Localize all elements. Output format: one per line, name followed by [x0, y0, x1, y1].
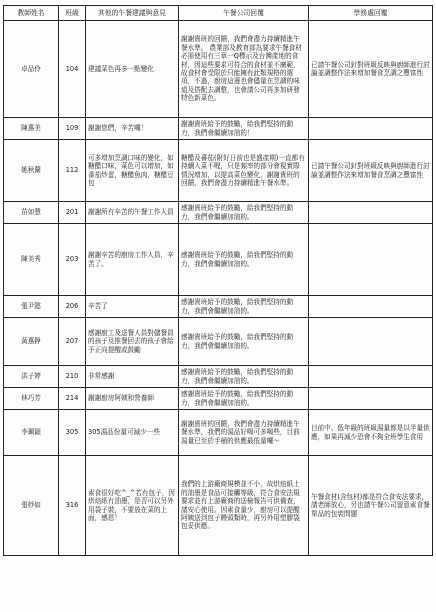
suggestion-text: 謝謝所有辛苦的午餐工作人員 [86, 202, 179, 224]
teacher-name: 洪子婷 [4, 366, 59, 388]
teacher-name: 林巧芳 [4, 388, 59, 410]
header-class: 班級 [59, 6, 86, 21]
teacher-name: 陳美秀 [4, 224, 59, 296]
vendor-reply-text: 謝謝貴班的回饋，我們會盡力持續精進午餐水準。 農業部及教育部為要求午餐食材必需使用有三章一Q標示及台灣產地的食材，因這些要求可符合的食材並不廣範，故食材會受限於只能擁有此類規格的選項，不過，廚房這邊也會儘量在烹調的味道及搭配去調整，也會請公司再多加研發特色新菜色。 [179, 21, 309, 118]
feedback-table [3, 5, 433, 556]
teacher-name: 張尹懿 [4, 296, 59, 318]
suggestion-text: 305湯品份量可減少一些 [86, 410, 179, 456]
vendor-reply-text: 感謝貴班給予的鼓勵，給我們堅持的動力，我們會繼續加油的。 [179, 366, 309, 388]
office-reply-text [309, 202, 433, 224]
teacher-name: 李珮穎 [4, 410, 59, 456]
teacher-name: 卓品伶 [4, 21, 59, 118]
class-number: 112 [59, 140, 86, 202]
vendor-reply-text: 謝謝貴班的回饋，我們會盡力持續精進午餐水準，我們的湯品好喝可多喝些，目前湯量已至於手桶的供應最低量囉～ [179, 410, 309, 456]
class-number: 104 [59, 21, 86, 118]
table-row [4, 21, 433, 118]
teacher-name: 黃惠錚 [4, 318, 59, 366]
table-row [4, 118, 433, 140]
teacher-name: 陳惠美 [4, 118, 59, 140]
teacher-name: 苗如慧 [4, 202, 59, 224]
suggestion-text: 辛苦了 [86, 296, 179, 318]
vendor-reply-text: 謝謝貴班給予的鼓勵，給我們堅持的動力，我們會繼續加油的！ [179, 118, 309, 140]
office-reply-text: 午餐食材(含包材)都是符合食安法要求，請老師放心，另也請午餐公司留意素食餐單品的包裝問題 [309, 456, 433, 556]
class-number: 316 [59, 456, 86, 556]
suggestion-text: 感謝廚工及送餐人員對儲餐員的孩子及推餐回去的孩子會給予正向提醒或鼓勵 [86, 318, 179, 366]
vendor-reply-text: 感謝貴班給予的鼓勵，給我們堅持的動力，我們會繼續加油的。 [179, 388, 309, 410]
class-number: 201 [59, 202, 86, 224]
table-row [4, 366, 433, 388]
vendor-reply-text: 感謝貴班給予的鼓勵，給我們堅持的動力，我們會繼續加油的。 [179, 318, 309, 366]
vendor-reply-text: 感謝貴班給予的鼓勵，給我們堅持的動力，我們會繼續加油的。 [179, 224, 309, 296]
office-reply-text [309, 224, 433, 296]
table-row [4, 318, 433, 366]
class-number: 203 [59, 224, 86, 296]
suggestion-text: 建議菜色再多一點變化 [86, 21, 179, 118]
office-reply-text: 已請午餐公司針對班級反映與廚師進行討論並調整作法來增加餐食烹調之豐富性 [309, 140, 433, 202]
suggestion-text: 素食很好吃^_^若有包子，因烘焙紙有油墨，是否可以另外用袋子裝，不要放在菜的上面，感恩！ [86, 456, 179, 556]
suggestion-text: 謝謝您們，辛苦囉！ [86, 118, 179, 140]
table-row [4, 224, 433, 296]
header-suggestion: 其他的午餐建議與意見 [86, 6, 179, 21]
table-row [4, 456, 433, 556]
office-reply-text [309, 296, 433, 318]
suggestion-text: 可多增加烹調口味的變化，如糖醋口味，菜色可以增加，如番茄炒蛋，糖醋魚肉，糖醋豆包 [86, 140, 179, 202]
class-number: 109 [59, 118, 86, 140]
table-row [4, 410, 433, 456]
vendor-reply-text: 糖醋及蕃茄(附好日前也是盛產期)一直都有持續入菜不喔，只是頻率的部分會視實際情況增加，以提高菜色變化，謝謝貴班的回饋，我們會盡力持續精進午餐水準。 [179, 140, 309, 202]
suggestion-text: 謝謝辛苦的廚房工作人員，辛苦了。 [86, 224, 179, 296]
header-office-reply: 學務處回覆 [309, 6, 433, 21]
office-reply-text [309, 318, 433, 366]
table-row [4, 296, 433, 318]
vendor-reply-text: 我們的上游廠商規模並不小，故烘焙紙上的油墨是食品可接觸等級，符合食安法規要求並有上游廠商的送檢報告可供備查，請安心使用。因素食量少，廚房可以提醒阿姨送到包子饅頭類時，再另外用塑膠袋包妥供應。 [179, 456, 309, 556]
office-reply-text [309, 388, 433, 410]
teacher-name: 姚秋蘭 [4, 140, 59, 202]
table-row [4, 388, 433, 410]
class-number: 207 [59, 318, 86, 366]
vendor-reply-text: 感謝貴班給予的鼓勵，給我們堅持的動力，我們會繼續加油的。 [179, 202, 309, 224]
office-reply-text [309, 118, 433, 140]
suggestion-text: 非常感謝 [86, 366, 179, 388]
office-reply-text [309, 366, 433, 388]
class-number: 214 [59, 388, 86, 410]
office-reply-text: 目前中、低年級的班級湯量都是以半量供應，如果再減少恐會不夠全班學生食用 [309, 410, 433, 456]
table-row [4, 202, 433, 224]
suggestion-text: 謝謝廚房阿姨和營養師 [86, 388, 179, 410]
table-row [4, 140, 433, 202]
teacher-name: 張妙如 [4, 456, 59, 556]
header-vendor-reply: 午餐公司回覆 [179, 6, 309, 21]
class-number: 206 [59, 296, 86, 318]
vendor-reply-text: 感謝貴班給予的鼓勵，給我們堅持的動力，我們會繼續加油的。 [179, 296, 309, 318]
header-teacher: 教師姓名 [4, 6, 59, 21]
header-row [4, 6, 433, 21]
class-number: 305 [59, 410, 86, 456]
class-number: 210 [59, 366, 86, 388]
office-reply-text: 已請午餐公司針對班級反映與廚師進行討論並調整作法來增加餐食烹調之豐富性 [309, 21, 433, 118]
